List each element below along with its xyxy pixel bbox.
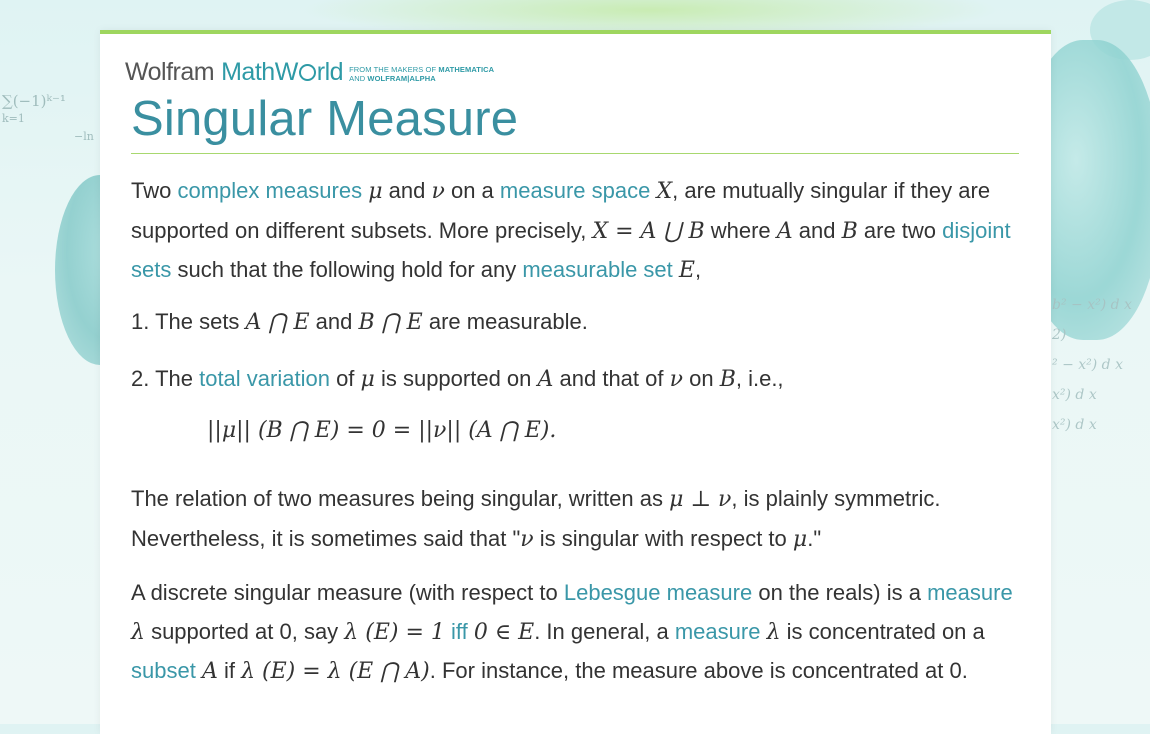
link-total-variation[interactable]: total variation [199, 366, 330, 391]
article-content [131, 172, 1021, 685]
link-subset[interactable]: subset [131, 658, 196, 684]
link-lebesgue-measure[interactable]: Lebesgue measure [563, 580, 753, 605]
discrete-measure-paragraph: A discrete singular measure (with respect to Lebesgue measure on the reals) is a measure λ supported at 0, say λ (E) = 1 iff 0 ∈ E. In general, a measure λ is concentrated on a subset A if λ (E) = λ (E ⋂ A). For instance, the measure above is concentrated at 0. [131, 580, 1013, 685]
link-measure[interactable]: measure [927, 580, 1013, 605]
article-card [100, 30, 1051, 734]
condition-item-1: 1. The sets A ⋂ E and B ⋂ E are measurable. [131, 309, 588, 335]
decorative-formula-right: b² − x²) d x 2) ² − x²) d x x²) d x x²) d x [1052, 297, 1132, 433]
link-measure-2[interactable]: measure [674, 618, 761, 644]
link-measure-space[interactable]: measure space [499, 178, 651, 203]
logo-wolfram-text: Wolfram [125, 58, 215, 86]
decorative-formula-left: ∑(−1)ᵏ⁻¹ k=1 −ln [2, 92, 94, 143]
link-complex-measures[interactable]: complex measures [177, 178, 363, 203]
total-variation-equation: ||μ|| (B ⋂ E) = 0 = ||ν|| (A ⋂ E). [207, 418, 557, 443]
symmetry-paragraph: The relation of two measures being singular, written as μ ⊥ ν, is plainly symmetric. Nevertheless, it is sometimes said that "ν is singular with respect to μ." [131, 486, 941, 552]
mathworld-logo[interactable] [125, 58, 494, 87]
right-background-art [1050, 0, 1150, 724]
intro-paragraph: Two complex measures μ and ν on a measure space X, are mutually singular if they are supported on different subsets. More precisely, X = A ⋃ B where A and B are two disjoint sets such that the following hold for any measurable set E, [131, 178, 1011, 284]
link-measurable-set[interactable]: measurable set [522, 257, 673, 283]
condition-item-2: 2. The total variation of μ is supported on A and that of ν on B, i.e., [131, 366, 784, 392]
link-disjoint-sets[interactable]: disjoint sets [131, 217, 1011, 283]
globe-icon [299, 64, 316, 81]
logo-mathworld-text: MathW rld [221, 58, 344, 86]
link-iff[interactable]: iff [451, 618, 468, 644]
logo-tagline: FROM THE MAKERS OF MATHEMATICA AND WOLFRAM|ALPHA [349, 65, 495, 83]
page-title: Singular Measure [131, 92, 519, 146]
left-background-art [0, 0, 110, 724]
title-divider [131, 153, 1019, 154]
